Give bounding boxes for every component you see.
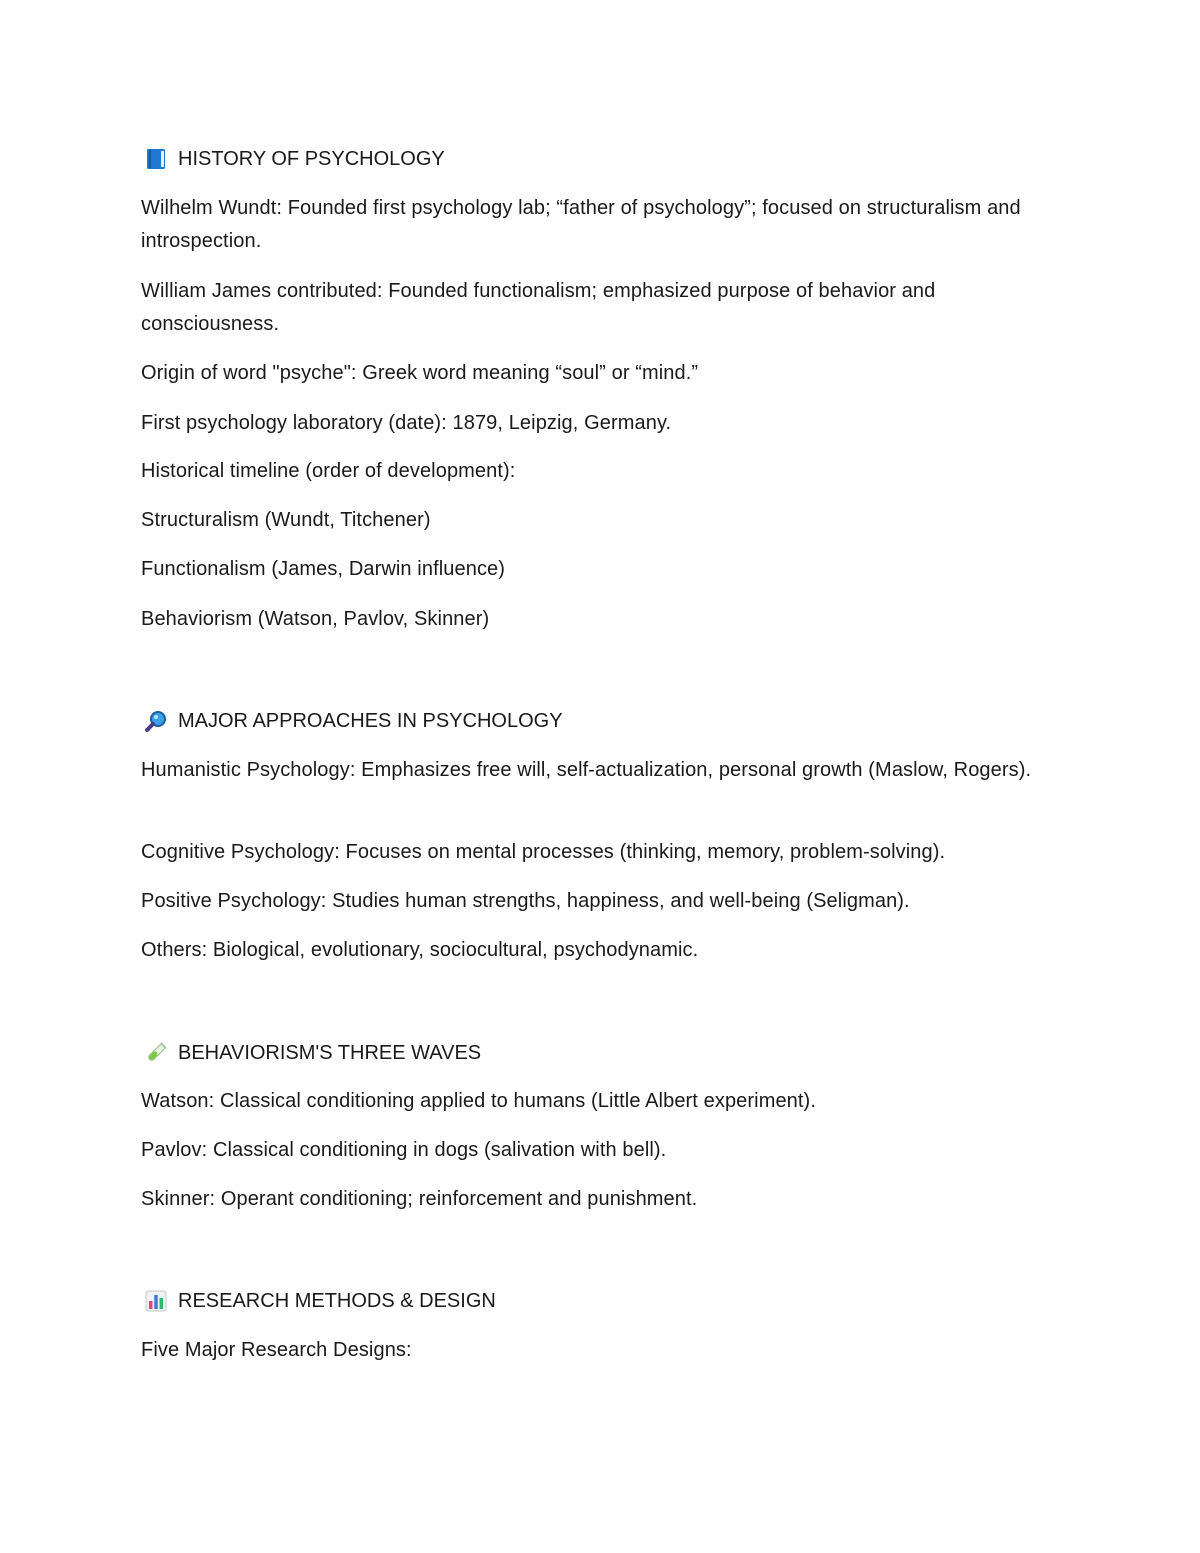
paragraph: Pavlov: Classical conditioning in dogs (salivation with bell).: [141, 1139, 667, 1161]
magnifying-glass-icon: [144, 709, 168, 733]
paragraph: Structuralism (Wundt, Titchener): [141, 509, 431, 531]
paragraph: Positive Psychology: Studies human strengths, happiness, and well-being (Seligman).: [141, 890, 910, 912]
paragraph: William James contributed: Founded functionalism; emphasized purpose of behavior and consciousness.: [141, 280, 936, 335]
paragraph: Origin of word "psyche": Greek word meaning “soul” or “mind.”: [141, 362, 699, 384]
paragraph: Cognitive Psychology: Focuses on mental processes (thinking, memory, problem-solving).: [141, 841, 946, 863]
paragraph: Historical timeline (order of development):: [141, 460, 516, 482]
paragraph: Wilhelm Wundt: Founded first psychology lab; “father of psychology”; focused on structuralism and introspection.: [141, 197, 1021, 252]
paragraph: Skinner: Operant conditioning; reinforcement and punishment.: [141, 1188, 698, 1210]
section-heading-research: [144, 1288, 496, 1314]
section-heading-approaches: [144, 708, 563, 734]
paragraph: Five Major Research Designs:: [141, 1339, 412, 1361]
section-heading-history: [144, 146, 445, 172]
paragraph: Humanistic Psychology: Emphasizes free will, self-actualization, personal growth (Maslow, Rogers).: [141, 759, 1032, 781]
paragraph: Behaviorism (Watson, Pavlov, Skinner): [141, 608, 490, 630]
blue-book-icon: [144, 147, 168, 171]
paragraph: Watson: Classical conditioning applied to humans (Little Albert experiment).: [141, 1090, 816, 1112]
test-tube-icon: [144, 1041, 168, 1065]
section-title: BEHAVIORISM'S THREE WAVES: [178, 1042, 482, 1064]
section-title: HISTORY OF PSYCHOLOGY: [178, 148, 445, 170]
section-title: RESEARCH METHODS & DESIGN: [178, 1290, 496, 1312]
paragraph: Others: Biological, evolutionary, sociocultural, psychodynamic.: [141, 939, 699, 961]
paragraph: First psychology laboratory (date): 1879, Leipzig, Germany.: [141, 412, 672, 434]
bar-chart-icon: [144, 1289, 168, 1313]
paragraph: Functionalism (James, Darwin influence): [141, 558, 506, 580]
section-heading-behaviorism: [144, 1040, 481, 1066]
section-title: MAJOR APPROACHES IN PSYCHOLOGY: [178, 710, 563, 732]
